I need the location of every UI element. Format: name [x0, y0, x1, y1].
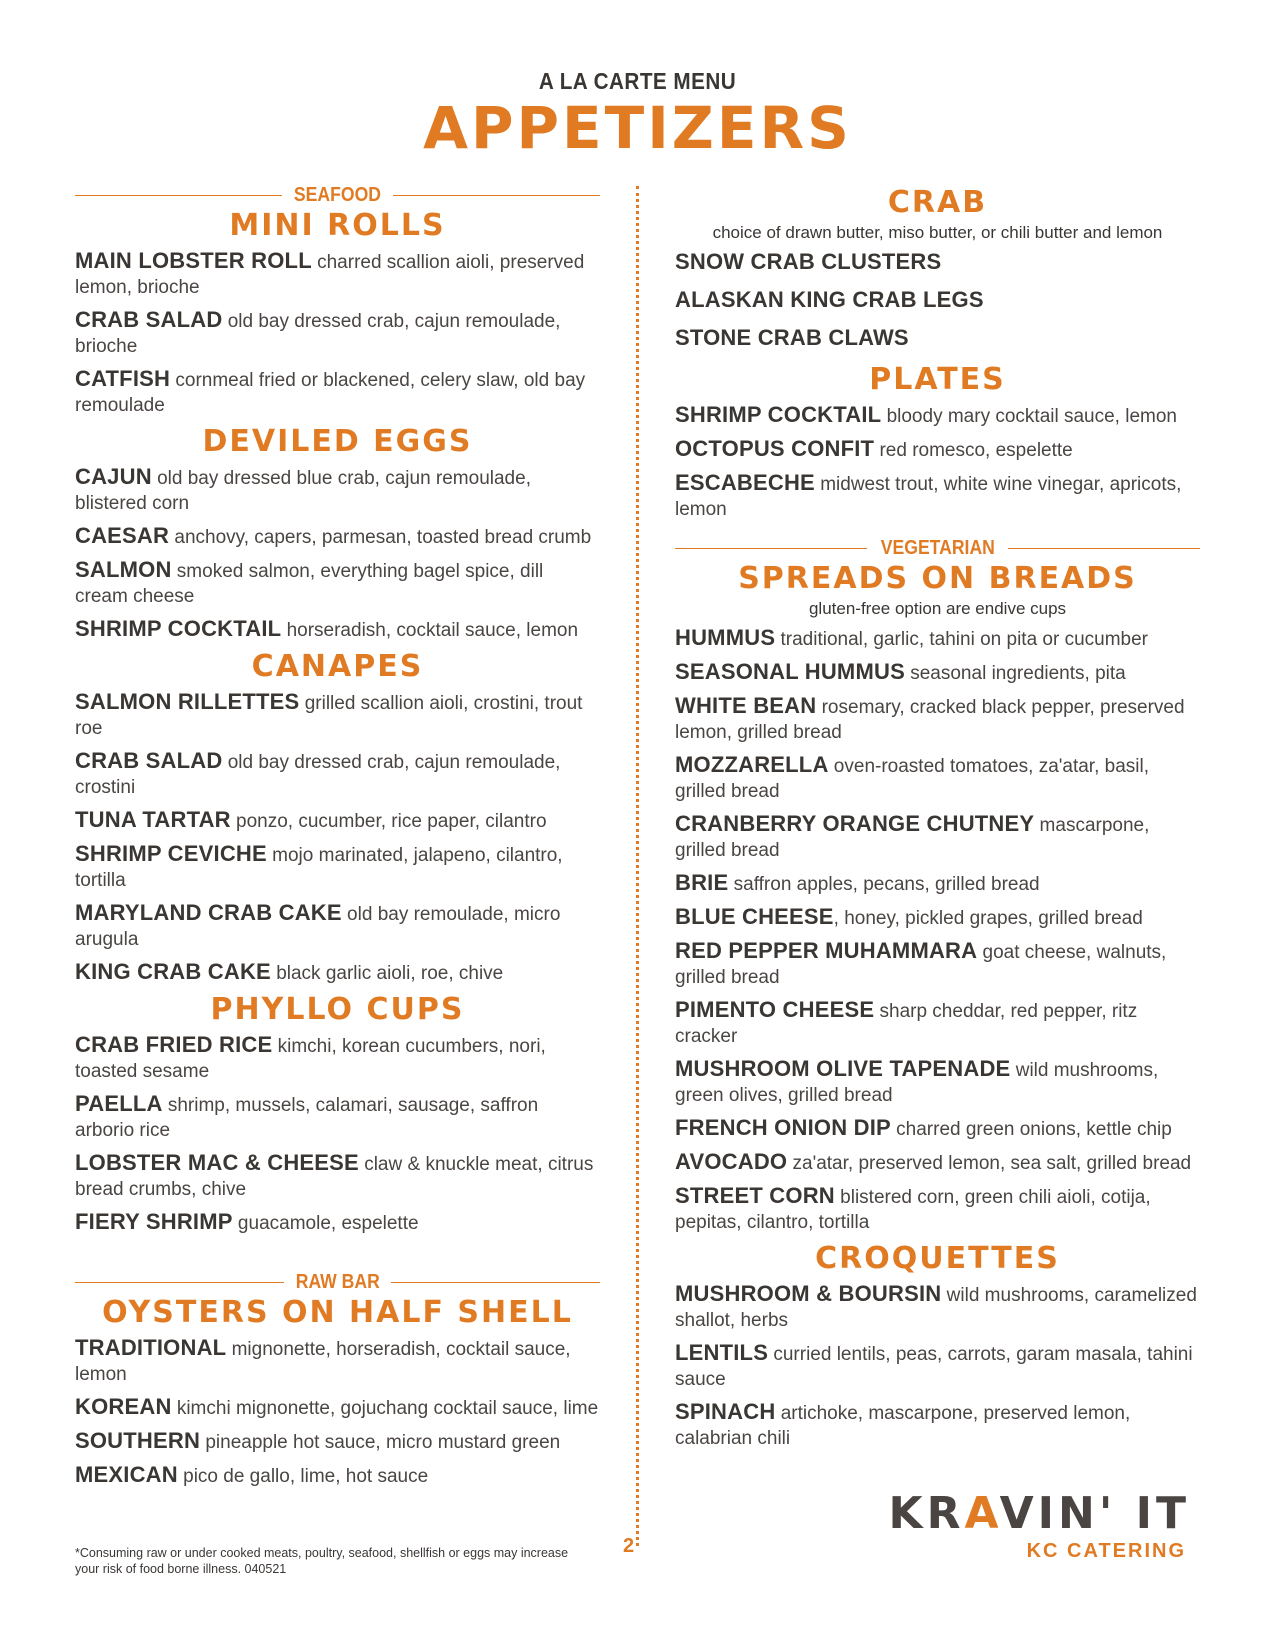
menu-item	[75, 959, 600, 986]
menu-list	[75, 464, 600, 643]
menu-item-name: SHRIMP COCKTAIL	[75, 616, 282, 641]
menu-item-name: OCTOPUS CONFIT	[675, 436, 875, 461]
menu-item	[675, 870, 1200, 897]
menu-item-name: TRADITIONAL	[75, 1335, 227, 1360]
menu-item-name: ESCABECHE	[675, 470, 815, 495]
menu-item-name: SNOW CRAB CLUSTERS	[675, 249, 942, 274]
menu-item-description: shrimp, mussels, calamari, sausage, saffron arborio rice	[75, 1095, 539, 1141]
category-rule	[75, 1282, 284, 1283]
menu-item-name: AVOCADO	[675, 1149, 788, 1174]
menu-list	[75, 1032, 600, 1236]
section-title: DEVILED EGGS	[202, 424, 473, 459]
menu-item-name: CRAB FRIED RICE	[75, 1032, 273, 1057]
section-title: PHYLLO CUPS	[210, 992, 465, 1027]
section-subtitle: gluten-free option are endive cups	[808, 599, 1067, 618]
brand-logo	[870, 1488, 1190, 1563]
menu-item-name: SEASONAL HUMMUS	[675, 659, 905, 684]
menu-item-description: cornmeal fried or blackened, celery slaw, old bay remoulade	[75, 370, 586, 416]
category-rule	[675, 548, 867, 549]
menu-item	[75, 900, 600, 952]
menu-list	[75, 1335, 600, 1489]
menu-item-name: MUSHROOM & BOURSIN	[675, 1281, 942, 1306]
menu-item	[675, 1399, 1200, 1451]
menu-item-description: curried lentils, peas, carrots, garam masala, tahini sauce	[675, 1344, 1193, 1390]
section-title: OYSTERS ON HALF SHELL	[102, 1295, 573, 1330]
menu-item-name: SHRIMP CEVICHE	[75, 841, 267, 866]
menu-item	[75, 1091, 600, 1143]
menu-item-name: HUMMUS	[675, 625, 776, 650]
menu-item-description: za'atar, preserved lemon, sea salt, grilled bread	[787, 1153, 1192, 1174]
menu-item-description: charred green onions, kettle chip	[890, 1119, 1172, 1140]
menu-item-name: MEXICAN	[75, 1462, 178, 1487]
menu-item	[675, 625, 1200, 652]
menu-item	[75, 1150, 600, 1202]
menu-item-description: kimchi, korean cucumbers, nori, toasted sesame	[75, 1036, 546, 1082]
menu-item-name: STREET CORN	[675, 1183, 835, 1208]
category-raw-bar	[75, 1271, 600, 1294]
page-header	[0, 68, 1275, 162]
menu-item	[75, 523, 600, 550]
menu-item-name: MUSHROOM OLIVE TAPENADE	[675, 1056, 1011, 1081]
menu-item-name: RED PEPPER MUHAMMARA	[675, 938, 978, 963]
menu-item	[675, 249, 1200, 276]
menu-item-description: kimchi mignonette, gojuchang cocktail sauce, lime	[171, 1398, 599, 1419]
menu-item-name: LOBSTER MAC & CHEESE	[75, 1150, 359, 1175]
menu-item	[675, 287, 1200, 314]
menu-item-description: artichoke, mascarpone, preserved lemon, calabrian chili	[675, 1403, 1131, 1449]
section-title: CRAB	[887, 185, 988, 220]
category-label: VEGETARIAN	[880, 537, 995, 559]
menu-item-description: mignonette, horseradish, cocktail sauce, lemon	[75, 1339, 571, 1385]
section-title: PLATES	[869, 362, 1006, 397]
menu-item-description: claw & knuckle meat, citrus bread crumbs, chive	[75, 1154, 594, 1200]
menu-item-description: old bay dressed crab, cajun remoulade, crostini	[75, 752, 561, 798]
menu-item-name: MOZZARELLA	[675, 752, 829, 777]
logo-tagline: KC CATERING	[1026, 1540, 1186, 1562]
menu-item-description: oven-roasted tomatoes, za'atar, basil, grilled bread	[675, 756, 1149, 802]
menu-item	[675, 752, 1200, 804]
logo-text: KR	[888, 1488, 965, 1539]
menu-item	[75, 248, 600, 300]
menu-item	[75, 807, 600, 834]
menu-item-name: SOUTHERN	[75, 1428, 201, 1453]
category-seafood	[75, 184, 600, 207]
menu-item	[75, 616, 600, 643]
menu-item-description: smoked salmon, everything bagel spice, dill cream cheese	[75, 561, 544, 607]
menu-item-name: WHITE BEAN	[675, 693, 817, 718]
menu-item-description: old bay remoulade, micro arugula	[75, 904, 561, 950]
menu-item-name: LENTILS	[675, 1340, 769, 1365]
menu-item	[675, 1183, 1200, 1235]
section-title: MINI ROLLS	[229, 208, 446, 243]
menu-list	[675, 1281, 1200, 1451]
menu-item	[75, 689, 600, 741]
column-divider	[636, 186, 639, 1546]
menu-item	[675, 997, 1200, 1049]
menu-item	[75, 557, 600, 609]
menu-item	[675, 1149, 1200, 1176]
menu-item-description: blistered corn, green chili aioli, cotija, pepitas, cilantro, tortilla	[675, 1187, 1151, 1233]
menu-item	[75, 1394, 600, 1421]
menu-item	[675, 1056, 1200, 1108]
menu-item-name: PIMENTO CHEESE	[675, 997, 875, 1022]
menu-item-description: mojo marinated, jalapeno, cilantro, tortilla	[75, 845, 563, 891]
category-label: RAW BAR	[295, 1271, 380, 1293]
menu-item-description: seasonal ingredients, pita	[904, 663, 1126, 684]
category-rule	[391, 1282, 600, 1283]
menu-item-description: pico de gallo, lime, hot sauce	[177, 1466, 429, 1487]
category-rule	[393, 195, 600, 196]
menu-item-name: SALMON RILLETTES	[75, 689, 300, 714]
menu-item-name: MARYLAND CRAB CAKE	[75, 900, 342, 925]
menu-item	[675, 693, 1200, 745]
menu-item-name: BRIE	[675, 870, 729, 895]
menu-item-name: CRAB SALAD	[75, 748, 223, 773]
menu-item-description: , honey, pickled grapes, grilled bread	[833, 908, 1143, 929]
menu-item-description: anchovy, capers, parmesan, toasted bread crumb	[169, 527, 592, 548]
menu-item	[75, 1462, 600, 1489]
menu-item-name: MAIN LOBSTER ROLL	[75, 248, 312, 273]
menu-item	[675, 402, 1200, 429]
menu-item-name: SPINACH	[675, 1399, 776, 1424]
menu-item-description: pineapple hot sauce, micro mustard green	[200, 1432, 561, 1453]
category-rule	[75, 195, 282, 196]
menu-list	[675, 402, 1200, 522]
menu-list	[675, 625, 1200, 1235]
menu-item	[75, 1209, 600, 1236]
menu-item-description: ponzo, cucumber, rice paper, cilantro	[230, 811, 547, 832]
menu-list	[75, 248, 600, 418]
menu-item	[675, 1340, 1200, 1392]
menu-item	[75, 464, 600, 516]
menu-item-name: CAJUN	[75, 464, 152, 489]
menu-item	[75, 748, 600, 800]
menu-item-name: CAESAR	[75, 523, 170, 548]
menu-item	[675, 811, 1200, 863]
menu-item-description: traditional, garlic, tahini on pita or cucumber	[775, 629, 1149, 650]
menu-item-name: FRENCH ONION DIP	[675, 1115, 891, 1140]
left-column	[75, 184, 600, 1496]
menu-item-description: mascarpone, grilled bread	[675, 815, 1150, 861]
menu-item	[75, 1428, 600, 1455]
menu-item-description: wild mushrooms, green olives, grilled bread	[675, 1060, 1159, 1106]
menu-item-description: charred scallion aioli, preserved lemon, brioche	[75, 252, 585, 298]
menu-item	[675, 470, 1200, 522]
menu-item	[75, 1032, 600, 1084]
menu-item-description: black garlic aioli, roe, chive	[270, 963, 504, 984]
section-title: CANAPES	[251, 649, 424, 684]
page-title: APPETIZERS	[423, 94, 852, 162]
menu-item-description: grilled scallion aioli, crostini, trout roe	[75, 693, 583, 739]
menu-item	[675, 938, 1200, 990]
menu-item-description: wild mushrooms, caramelized shallot, herbs	[675, 1285, 1197, 1331]
menu-item	[675, 325, 1200, 352]
menu-item-description: saffron apples, pecans, grilled bread	[728, 874, 1040, 895]
menu-item	[675, 904, 1200, 931]
logo-accent-letter: A	[964, 1488, 1000, 1539]
menu-item-description: old bay dressed blue crab, cajun remoulade, blistered corn	[75, 468, 531, 514]
menu-item	[675, 436, 1200, 463]
menu-item-name: KOREAN	[75, 1394, 172, 1419]
menu-item	[675, 1281, 1200, 1333]
section-subtitle: choice of drawn butter, miso butter, or chili butter and lemon	[712, 223, 1163, 242]
menu-item-description: goat cheese, walnuts, grilled bread	[675, 942, 1167, 988]
menu-item-description: horseradish, cocktail sauce, lemon	[281, 620, 579, 641]
section-title: CROQUETTES	[815, 1241, 1060, 1276]
menu-item	[75, 366, 600, 418]
menu-item	[675, 1115, 1200, 1142]
allergy-footnote: *Consuming raw or under cooked meats, poultry, seafood, shellfish or eggs may increase your risk of food borne illness. 040521	[75, 1546, 569, 1576]
menu-item-name: ALASKAN KING CRAB LEGS	[675, 287, 984, 312]
menu-item-description: rosemary, cracked black pepper, preserved lemon, grilled bread	[675, 697, 1185, 743]
menu-eyebrow: A LA CARTE MENU	[538, 68, 737, 94]
menu-item-name: CRANBERRY ORANGE CHUTNEY	[675, 811, 1035, 836]
menu-item-name: PAELLA	[75, 1091, 163, 1116]
menu-item-name: BLUE CHEESE	[675, 904, 834, 929]
right-column	[675, 184, 1200, 1458]
menu-item	[75, 841, 600, 893]
menu-item-name: SALMON	[75, 557, 172, 582]
category-label: SEAFOOD	[293, 184, 382, 206]
menu-item-name: SHRIMP COCKTAIL	[675, 402, 882, 427]
menu-item-description: old bay dressed crab, cajun remoulade, brioche	[75, 311, 561, 357]
menu-item-name: FIERY SHRIMP	[75, 1209, 233, 1234]
menu-item	[675, 659, 1200, 686]
menu-item-name: CATFISH	[75, 366, 171, 391]
menu-item-description: red romesco, espelette	[874, 440, 1073, 461]
menu-item-description: bloody mary cocktail sauce, lemon	[881, 406, 1177, 427]
menu-list	[675, 249, 1200, 352]
menu-item-description: midwest trout, white wine vinegar, apricots, lemon	[675, 474, 1182, 520]
section-title: SPREADS ON BREADS	[738, 561, 1137, 596]
menu-item-description: sharp cheddar, red pepper, ritz cracker	[675, 1001, 1138, 1047]
logo-wordmark	[870, 1488, 1190, 1539]
category-vegetarian	[675, 537, 1200, 560]
menu-item	[75, 1335, 600, 1387]
menu-item-name: CRAB SALAD	[75, 307, 223, 332]
menu-item-name: STONE CRAB CLAWS	[675, 325, 909, 350]
category-rule	[1008, 548, 1200, 549]
logo-text: VIN' IT	[999, 1488, 1190, 1539]
page-number: 2	[623, 1535, 635, 1557]
menu-list	[75, 689, 600, 986]
menu-item-name: KING CRAB CAKE	[75, 959, 271, 984]
menu-item	[75, 307, 600, 359]
menu-item-description: guacamole, espelette	[232, 1213, 419, 1234]
menu-item-name: TUNA TARTAR	[75, 807, 231, 832]
